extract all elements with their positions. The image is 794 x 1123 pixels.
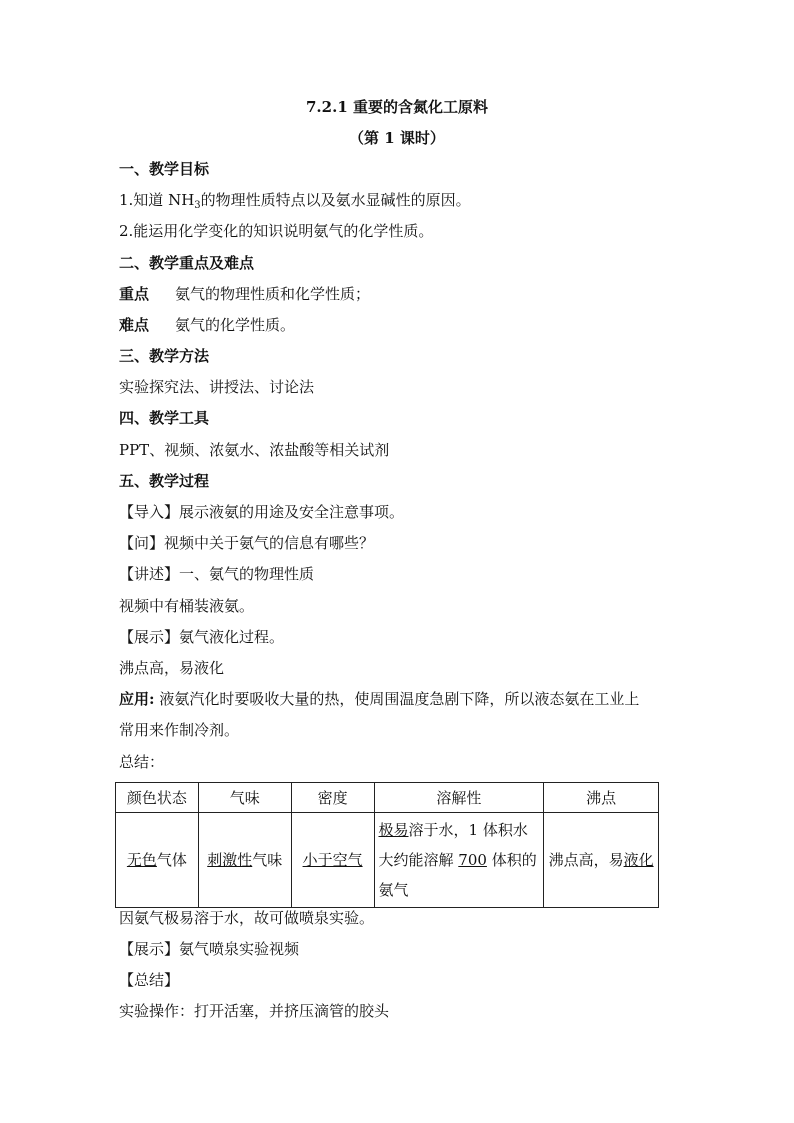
table-header-density: 密度 bbox=[291, 783, 374, 813]
table-header-row bbox=[116, 783, 659, 813]
process-boiling: 沸点高，易液化 bbox=[119, 659, 225, 677]
table-header-color: 颜色状态 bbox=[116, 783, 199, 813]
cell-smell-rest: 气味 bbox=[252, 851, 283, 869]
section-heading-process: 五、教学过程 bbox=[119, 472, 210, 490]
difficulty-label: 难点 bbox=[119, 316, 150, 334]
cell-boiling-text: 沸点高，易 bbox=[548, 851, 624, 869]
process-show-liquefaction: 【展示】氨气液化过程。 bbox=[119, 628, 285, 646]
process-operation: 实验操作：打开活塞，并挤压滴管的胶头 bbox=[119, 1002, 390, 1020]
process-application bbox=[119, 689, 679, 709]
cell-color bbox=[116, 813, 199, 908]
process-lecture: 【讲述】一、氨气的物理性质 bbox=[119, 565, 315, 583]
table-header-boiling-point: 沸点 bbox=[544, 783, 659, 813]
process-after-table: 因氨气极易溶于水，故可做喷泉实验。 bbox=[119, 909, 375, 927]
cell-color-rest: 气体 bbox=[156, 851, 187, 869]
cell-solubility-underlined-2: 700 bbox=[458, 851, 487, 869]
cell-boiling-underlined: 液化 bbox=[623, 851, 654, 869]
methods-text: 实验探究法、讲授法、讨论法 bbox=[119, 378, 315, 396]
cell-density bbox=[291, 813, 374, 908]
cell-density-underlined: 小于空气 bbox=[302, 851, 363, 869]
cell-solubility-text-1: 溶于水，1 体积水大约能溶解 bbox=[378, 821, 528, 869]
process-show-fountain: 【展示】氨气喷泉实验视频 bbox=[119, 940, 300, 958]
section-heading-objectives: 一、教学目标 bbox=[119, 160, 210, 178]
section-heading-methods: 三、教学方法 bbox=[119, 347, 210, 365]
cell-solubility-text-2: 体积的氨气 bbox=[378, 851, 537, 899]
difficulty-row bbox=[119, 315, 679, 335]
cell-solubility bbox=[374, 813, 544, 908]
cell-smell bbox=[198, 813, 291, 908]
cell-boiling-point bbox=[544, 813, 659, 908]
doc-subtitle: （第 1 课时） bbox=[349, 129, 445, 147]
difficulty-text: 氨气的化学性质。 bbox=[175, 316, 296, 334]
cell-smell-underlined: 刺激性 bbox=[207, 851, 253, 869]
key-point-row bbox=[119, 284, 679, 304]
tools-text: PPT、视频、浓氨水、浓盐酸等相关试剂 bbox=[119, 441, 390, 459]
objective-1-subscript: 3 bbox=[194, 200, 201, 211]
process-intro: 【导入】展示液氨的用途及安全注意事项。 bbox=[119, 503, 405, 521]
process-question: 【问】视频中关于氨气的信息有哪些？ bbox=[119, 534, 375, 552]
process-summary-2: 【总结】 bbox=[119, 971, 180, 989]
section-heading-tools: 四、教学工具 bbox=[119, 409, 210, 427]
table-header-solubility: 溶解性 bbox=[374, 783, 544, 813]
objective-2: 2.能运用化学变化的知识说明氨气的化学性质。 bbox=[119, 222, 434, 240]
section-heading-keypoints: 二、教学重点及难点 bbox=[119, 254, 255, 272]
key-point-text: 氨气的物理性质和化学性质； bbox=[175, 285, 371, 303]
ammonia-properties-table bbox=[115, 782, 659, 908]
process-video-note: 视频中有桶装液氨。 bbox=[119, 597, 255, 615]
application-label: 应用: bbox=[119, 690, 155, 708]
objective-1-part-b: 的物理性质特点以及氨水显碱性的原因。 bbox=[200, 191, 471, 209]
doc-title: 7.2.1 重要的含氮化工原料 bbox=[306, 98, 488, 116]
application-text: 液氨汽化时要吸收大量的热，使周围温度急剧下降，所以液态氨在工业上 bbox=[154, 690, 640, 708]
process-summary-label: 总结： bbox=[119, 753, 165, 771]
table-header-smell: 气味 bbox=[198, 783, 291, 813]
cell-solubility-underlined-1: 极易 bbox=[378, 821, 409, 839]
objective-1 bbox=[119, 190, 679, 210]
table-row bbox=[116, 813, 659, 908]
key-point-label: 重点 bbox=[119, 285, 150, 303]
cell-color-underlined: 无色 bbox=[126, 851, 157, 869]
process-application-cont: 常用来作制冷剂。 bbox=[119, 721, 240, 739]
objective-1-part-a: 1.知道 NH bbox=[119, 191, 195, 209]
